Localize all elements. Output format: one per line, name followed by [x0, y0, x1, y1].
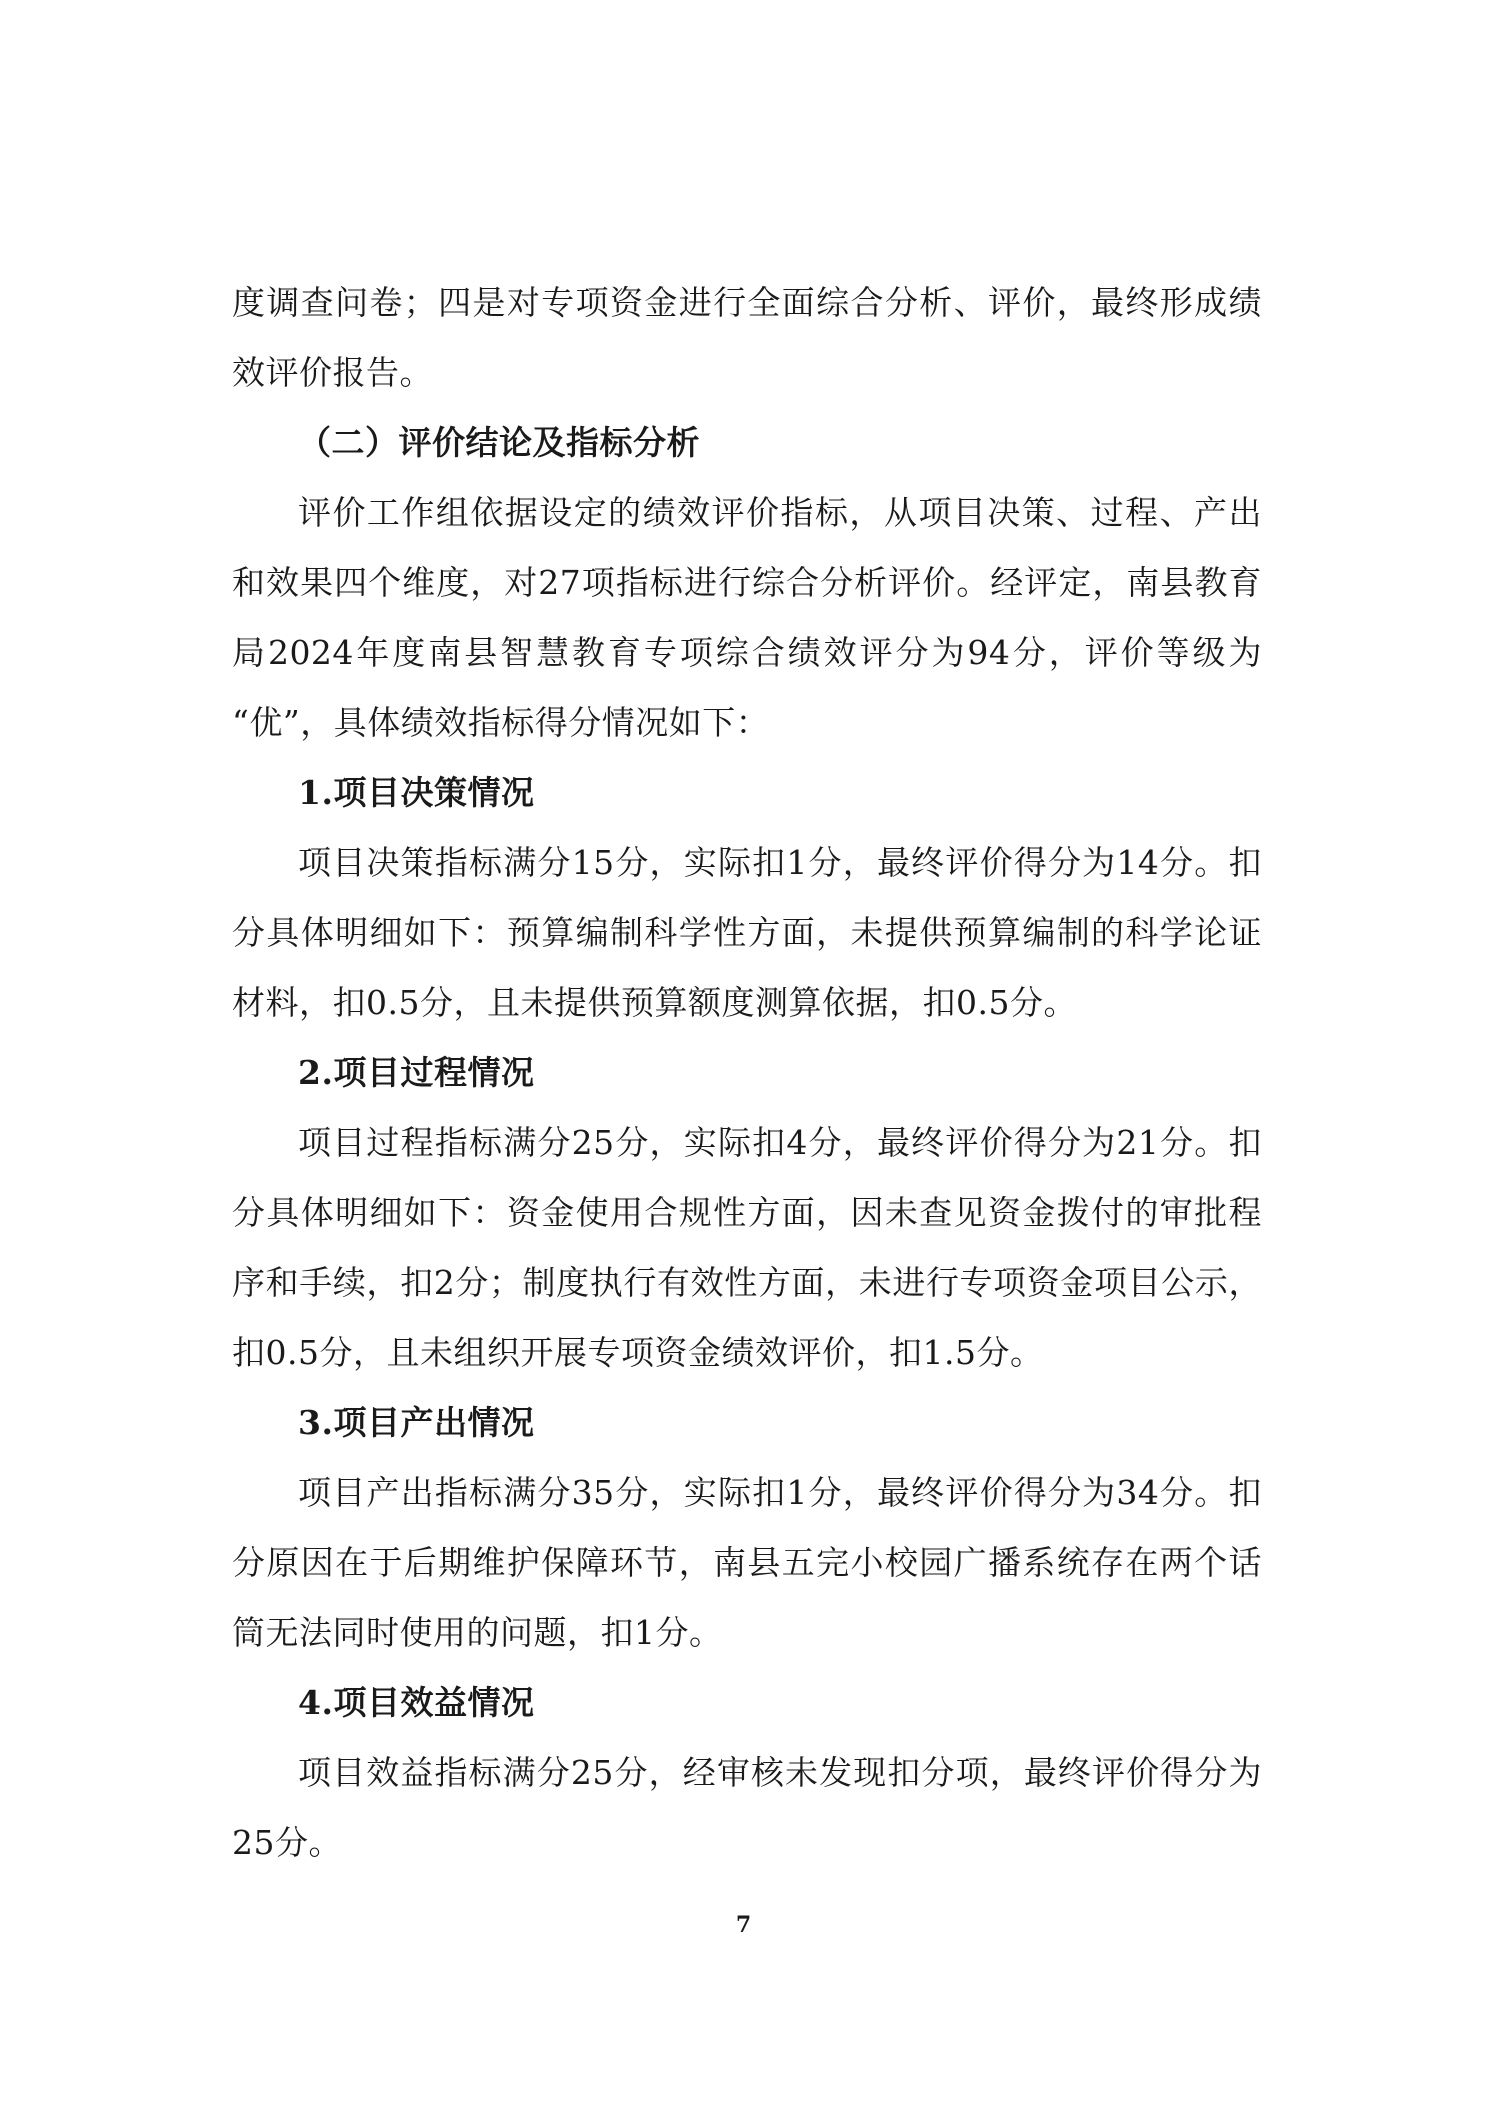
item-body-output: 项目产出指标满分35分，实际扣1分，最终评价得分为34分。扣分原因在于后期维护保障环节，南县五完小校园广播系统存在两个话筒无法同时使用的问题，扣1分。	[232, 1473, 1262, 1652]
item-heading-decision: 1.项目决策情况	[298, 773, 535, 812]
document-body	[232, 268, 1262, 1878]
paragraph-continuation: 度调查问卷；四是对专项资金进行全面综合分析、评价，最终形成绩效评价报告。	[232, 283, 1262, 392]
item-heading-output: 3.项目产出情况	[298, 1403, 535, 1442]
page-number: 7	[735, 1912, 752, 1938]
intro-paragraph: 评价工作组依据设定的绩效评价指标，从项目决策、过程、产出和效果四个维度，对27项指标进行综合分析评价。经评定，南县教育局2024年度南县智慧教育专项综合绩效评分为94分，评价等级为 “优”，具体绩效指标得分情况如下：	[232, 493, 1262, 742]
item-body-process: 项目过程指标满分25分，实际扣4分，最终评价得分为21分。扣分具体明细如下：资金使用合规性方面，因未查见资金拨付的审批程序和手续，扣2分；制度执行有效性方面，未进行专项资金项目公示，扣0.5分，且未组织开展专项资金绩效评价，扣1.5分。	[232, 1123, 1262, 1372]
section-heading: （二）评价结论及指标分析	[298, 423, 700, 462]
item-body-decision: 项目决策指标满分15分，实际扣1分，最终评价得分为14分。扣分具体明细如下：预算编制科学性方面，未提供预算编制的科学论证材料，扣0.5分，且未提供预算额度测算依据，扣0.5分。	[232, 843, 1262, 1022]
item-heading-benefit: 4.项目效益情况	[298, 1683, 535, 1722]
item-body-benefit: 项目效益指标满分25分，经审核未发现扣分项，最终评价得分为 25分。	[232, 1753, 1262, 1862]
item-heading-process: 2.项目过程情况	[298, 1053, 535, 1092]
